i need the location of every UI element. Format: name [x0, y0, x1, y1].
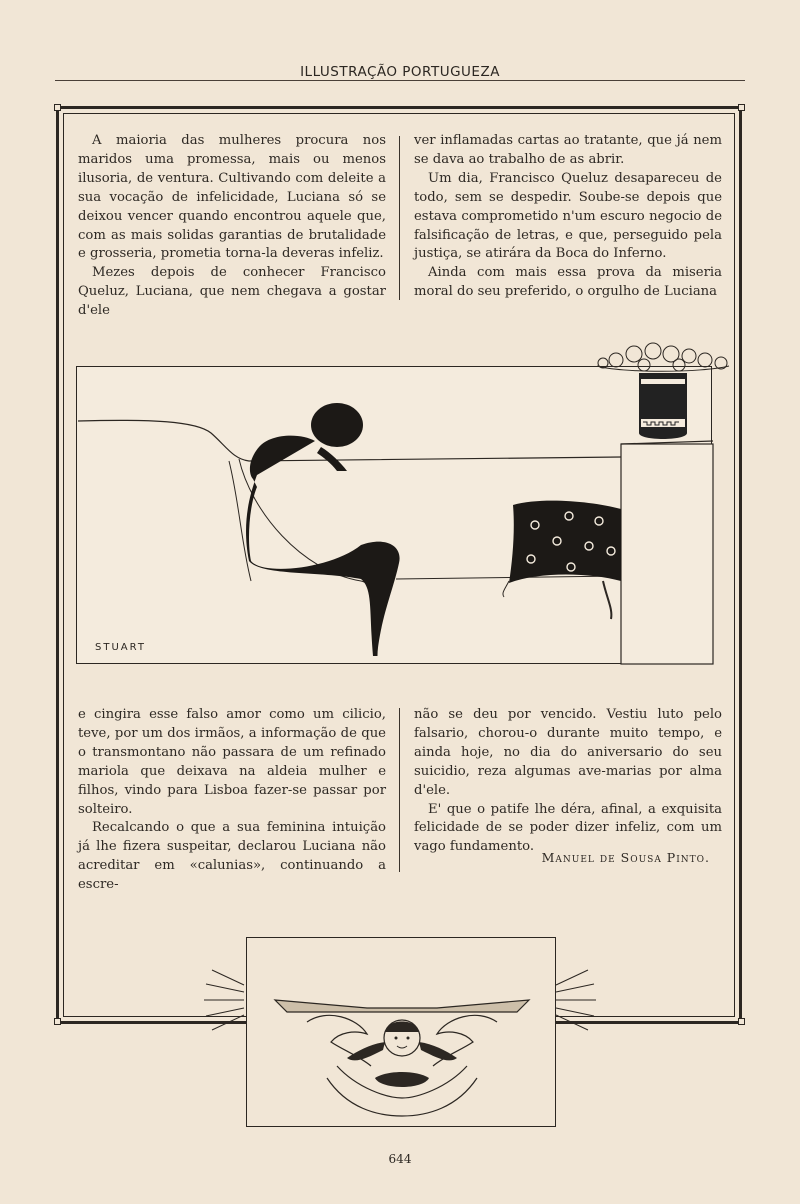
paragraph: não se deu por vencido. Vestiu luto pelo falsario, chorou-o durante muito tempo, e ainda hoje, no dia do aniversario do seu suicidio, reza algumas ave-marias por alma d'ele. — [414, 707, 722, 798]
artist-signature: STUART — [95, 642, 146, 653]
text-column-bottom-right — [414, 706, 722, 857]
column-divider — [399, 708, 400, 872]
paragraph: Ainda com mais essa prova da miseria moral do seu preferido, o orgulho de Luciana — [414, 265, 722, 300]
paragraph: ver inflamadas cartas ao tratante, que já nem se dava ao trabalho de as abrir. — [414, 133, 722, 167]
paragraph: A maioria das mulheres procura nos maridos uma promessa, mais ou menos ilusoria, de ventura. Cultivando com deleite a sua vocação de infelicidade, Luciana só se deixou vencer quando encontrou aquele que, com as mais solidas garantias de brutalidade e grosseria, prometia torna-la deveras infeliz. — [78, 133, 386, 262]
masthead-title: ILLUSTRAÇÃO PORTUGUEZA — [292, 64, 508, 80]
paragraph: Um dia, Francisco Queluz desapareceu de todo, sem se despedir. Soube-se depois que estava comprometido n'um escuro negocio de falsificação de letras, e que, perseguido pela justiça, se atirára da Boca do Inferno. — [414, 170, 722, 262]
cherub-ornament-icon — [247, 938, 557, 1128]
author-signature: Manuel de Sousa Pinto. — [541, 850, 710, 865]
paragraph: Mezes depois de conhecer Francisco Queluz, Luciana, que nem chegava a gostar d'ele — [78, 265, 386, 319]
text-column-bottom-left — [78, 706, 386, 895]
paragraph: E' que o patife lhe déra, afinal, a exquisita felicidade de se poder dizer infeliz, com um vago fundamento. — [414, 801, 722, 855]
ornament-panel — [246, 937, 556, 1127]
illustration-woman-on-sofa — [76, 366, 712, 664]
paragraph: Recalcando o que a sua feminina intuição já lhe fizera suspeitar, declarou Luciana não acreditar em «calunias», continuando a escre- — [78, 820, 386, 893]
page-number: 644 — [388, 1152, 412, 1166]
paragraph: e cingira esse falso amor como um cilicio, teve, por um dos irmãos, a informação de que o transmontano não passara de um refinado mariola que deixava na aldeia mulher e filhos, vindo para Lisboa fazer-se passar por solteiro. — [78, 707, 386, 817]
